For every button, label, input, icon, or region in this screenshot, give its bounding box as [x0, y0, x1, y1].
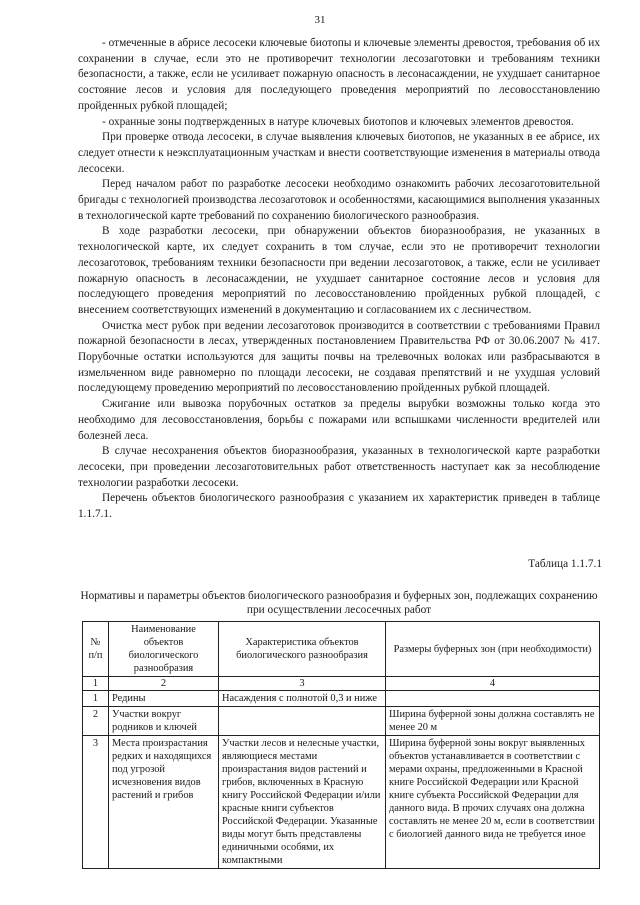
- buffer-size: [386, 691, 600, 707]
- row-number: 2: [83, 707, 109, 736]
- paragraph: - охранные зоны подтвержденных в натуре ключевых биотопов и ключевых элементов древостоя.: [102, 115, 574, 128]
- paragraph: - отмеченные в абрисе лесосеки ключевые биотопы и ключевые элементы древостоя, требования об их сохранении в случае, если это не противоречит технологии лесозаготовки и требованиям техники безопасности, а также, если не усиливает пожарную опасность в лесонасаждении, не ухудшает санитарное состояние лесов и условия для последующего проведения мероприятий по лесовосстановлению пройденных рубкой площадей;: [78, 37, 600, 112]
- index-cell: 3: [219, 677, 386, 691]
- table-header-row: [83, 622, 600, 677]
- biodiversity-table: [82, 621, 600, 869]
- paragraph: Сжигание или вывозка порубочных остатков за пределы вырубки возможны только когда это необходимо для лесовосстановления, борьбы с пожарами или вспышками численности вредителей или болезней леса.: [78, 398, 600, 442]
- object-characteristic: Участки лесов и нелесные участки, являющиеся местами произрастания видов растений и грибов, включенных в Красную книгу Российской Федерации и/или красные книги субъектов Российской Федерации. Указанные виды могут быть представлены единичными особями, их компактными: [219, 736, 386, 869]
- buffer-size: Ширина буферной зоны должна составлять не менее 20 м: [386, 707, 600, 736]
- object-name: Редины: [109, 691, 219, 707]
- table-index-row: [83, 677, 600, 691]
- buffer-size: Ширина буферной зоны вокруг выявленных объектов устанавливается в соответствии с мерами охраны, предложенными в Красной книге Российской Федерации или Красной книге субъекта Российской Федерации для данного вида. В прочих случаях она должна составлять не менее 20 м, если в соответствии с биологией данного вида не требуется иное: [386, 736, 600, 869]
- index-cell: 1: [83, 677, 109, 691]
- table-title: Нормативы и параметры объектов биологического разнообразия и буферных зон, подлежащих сохранению при осуществлении лесосечных работ: [80, 590, 598, 616]
- index-cell: 4: [386, 677, 600, 691]
- paragraph: При проверке отвода лесосеки, в случае выявления ключевых биотопов, не указанных в ее абрисе, их следует отнести к неэксплуатационным участкам и внести соответствующие изменения в материалы отвода лесосеки.: [78, 131, 600, 175]
- body-text: [78, 36, 600, 523]
- paragraph: Перед началом работ по разработке лесосеки необходимо ознакомить рабочих лесозаготовительной бригады с технологией производства лесозаготовок и особенностями, касающимися выполнения указанных в технологической карте требований по сохранению биологического разнообразия.: [78, 178, 600, 222]
- object-characteristic: [219, 707, 386, 736]
- header-buffer-size: Размеры буферных зон (при необходимости): [386, 622, 600, 677]
- index-cell: 2: [109, 677, 219, 691]
- object-characteristic: Насаждения с полнотой 0,3 и ниже: [219, 691, 386, 707]
- object-name: Места произрастания редких и находящихся под угрозой исчезновения видов растений и грибов: [109, 736, 219, 869]
- object-name: Участки вокруг родников и ключей: [109, 707, 219, 736]
- paragraph: В ходе разработки лесосеки, при обнаружении объектов биоразнообразия, не указанных в технологической карте, их следует сохранить в том случае, если это не противоречит технологии лесозаготовок, требованиям техники безопасности при ведении лесозаготовок, а также, если не усиливает пожарную опасность в лесонасаждении, не ухудшает санитарное состояние лесов и условия для последующего проведения мероприятий по лесовосстановлению пройденных рубкой площадей, с внесением соответствующих изменений в документацию и согласованием их с лесничеством.: [78, 225, 600, 316]
- row-number: 1: [83, 691, 109, 707]
- table-row: [83, 736, 600, 869]
- table-row: [83, 707, 600, 736]
- paragraph: Перечень объектов биологического разнообразия с указанием их характеристик приведен в таблице 1.1.7.1.: [78, 492, 600, 521]
- page-number: 31: [314, 14, 326, 26]
- table-row: [83, 691, 600, 707]
- row-number: 3: [83, 736, 109, 869]
- table-caption: Таблица 1.1.7.1: [528, 558, 602, 570]
- header-characteristic: Характеристика объектов биологического разнообразия: [219, 622, 386, 677]
- paragraph: Очистка мест рубок при ведении лесозаготовок производится в соответствии с требованиями Правил пожарной безопасности в лесах, утвержденных постановлением Правительства РФ от 30.06.2007 № 417. Порубочные остатки используются для защиты почвы на трелевочных волоках или разбрасываются в измельченном виде равномерно по площади лесосеки, не создавая препятствий и не ухудшая условий последующему проведению мероприятий по лесовосстановлению пройденных рубкой площадей.: [78, 319, 600, 395]
- paragraph: В случае несохранения объектов биоразнообразия, указанных в технологической карте разработки лесосеки, при проведении лесозаготовительных работ ответственность наступает как за несоблюдение технологии разработки лесосеки.: [78, 445, 600, 489]
- header-number: № п/п: [83, 622, 109, 677]
- header-object-name: Наименование объектов биологического разнообразия: [109, 622, 219, 677]
